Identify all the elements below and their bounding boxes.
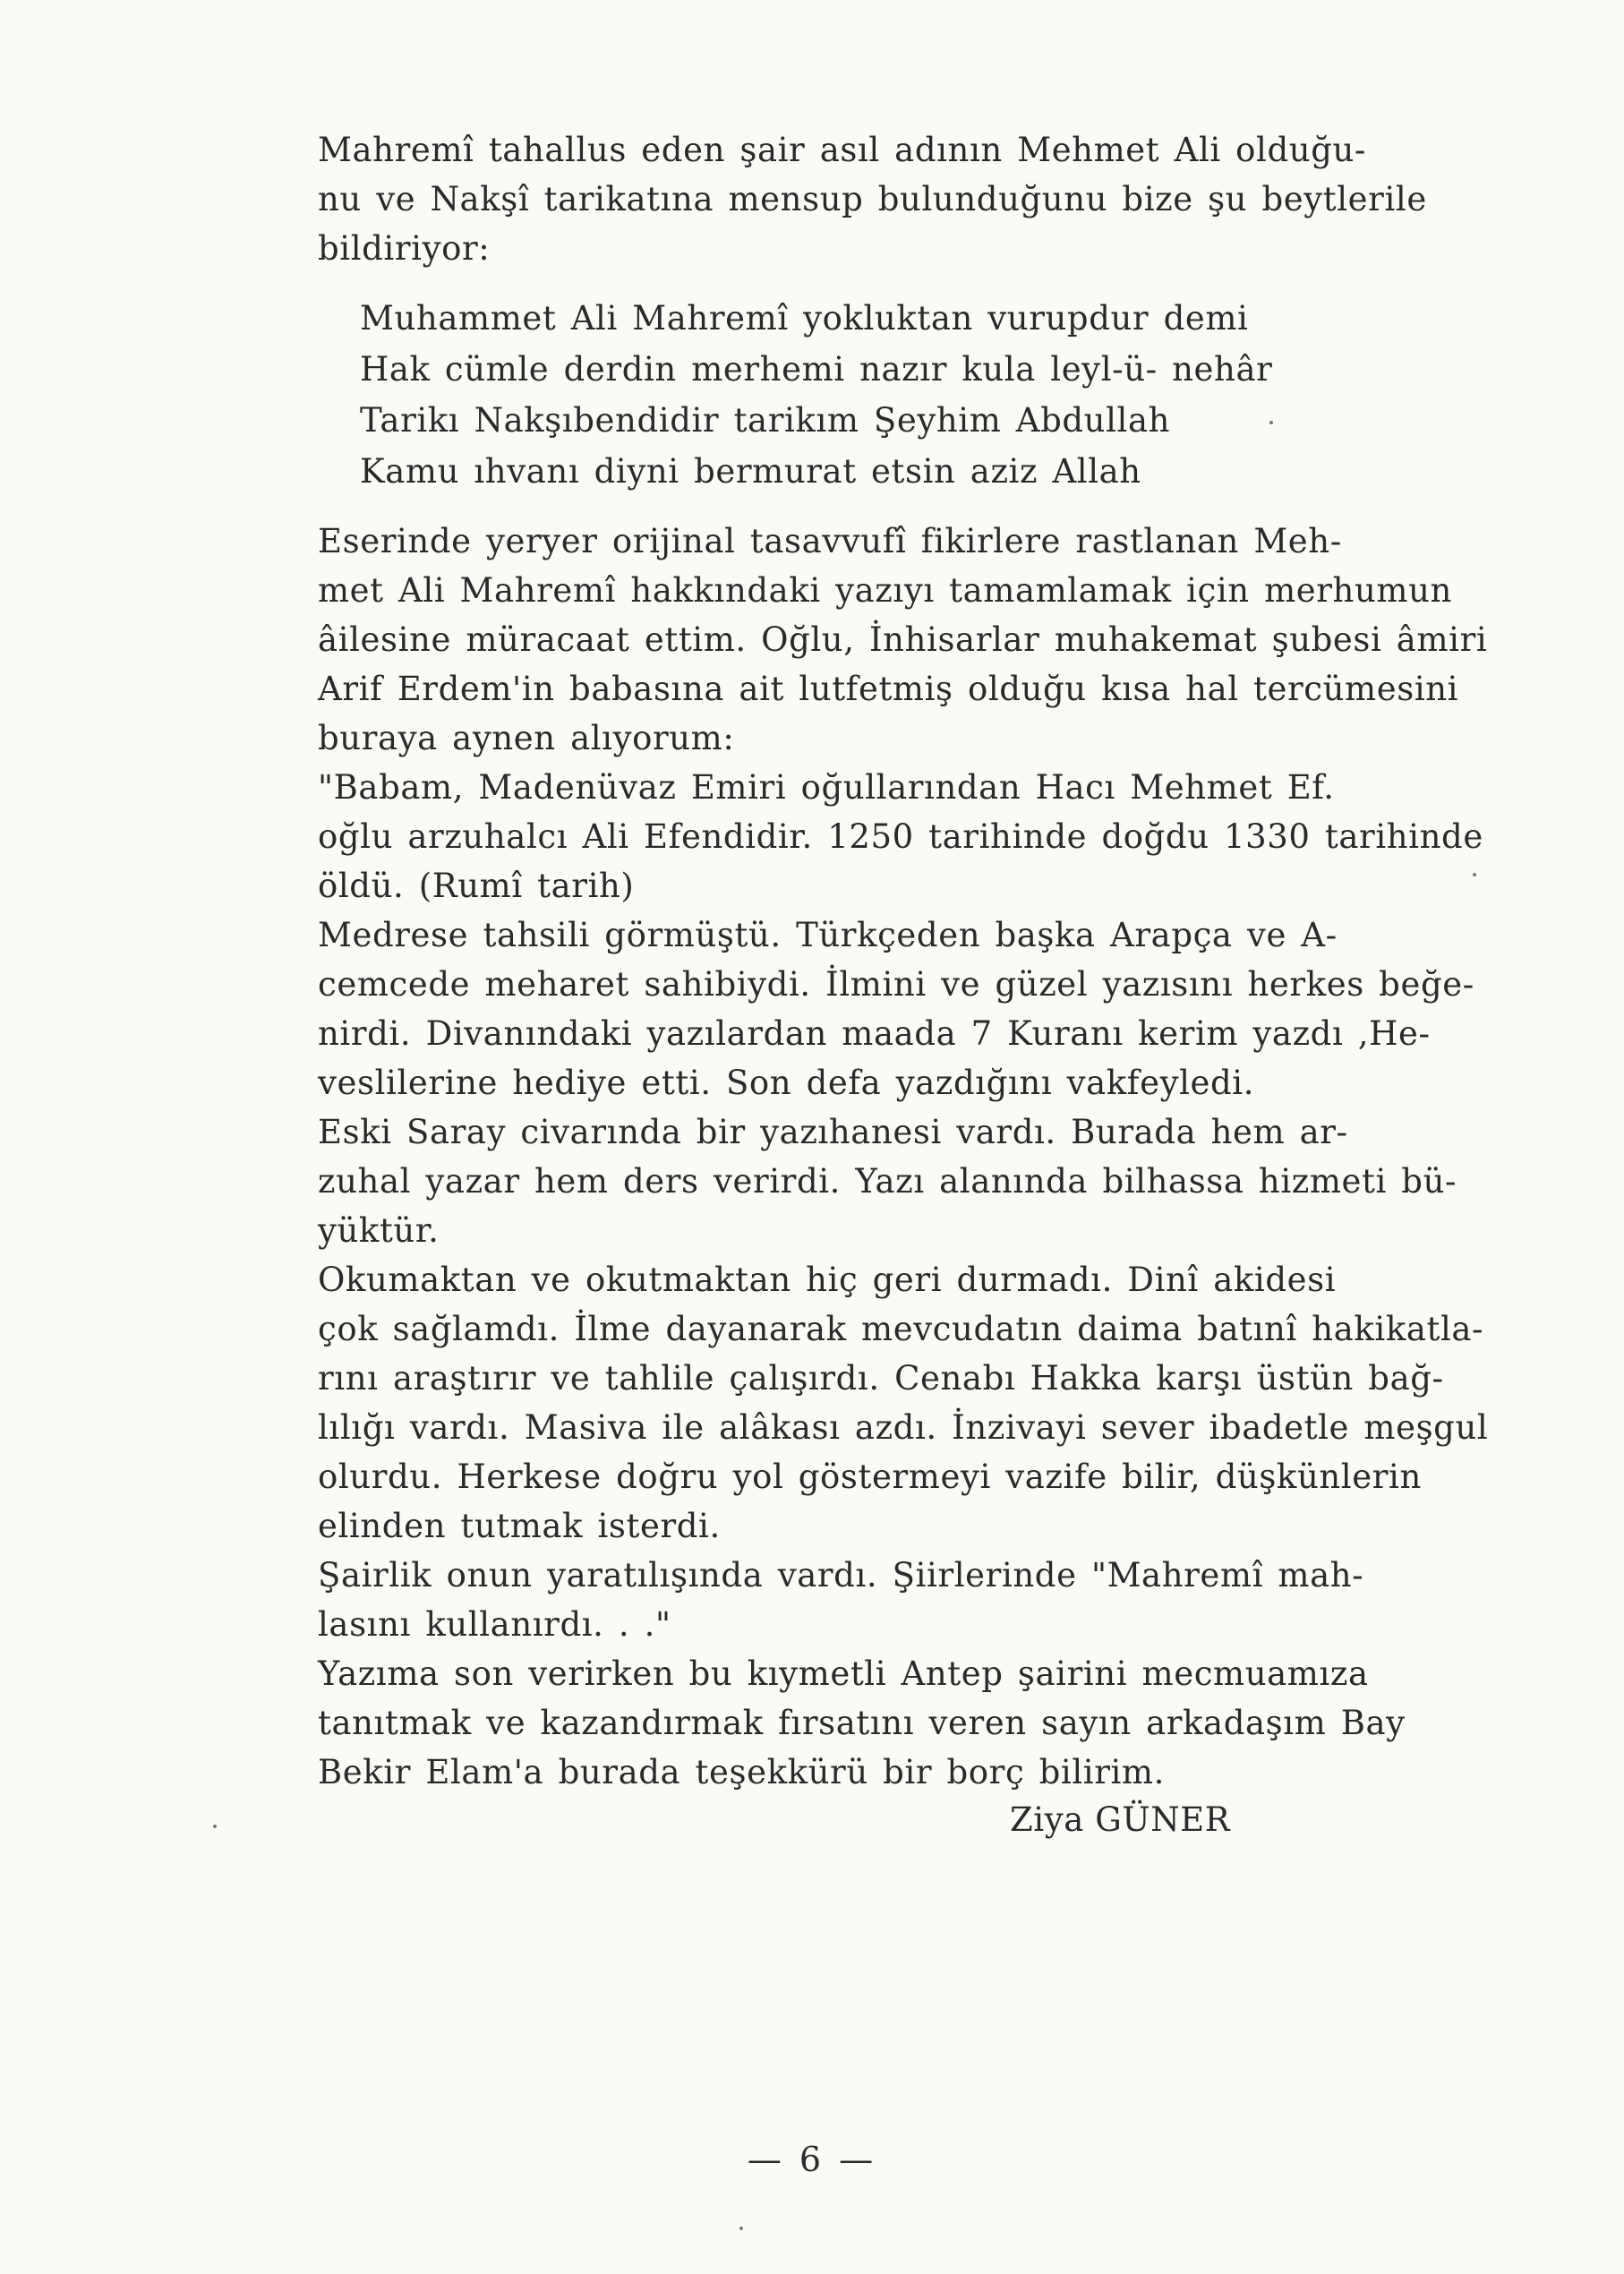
text-line: yüktür.	[318, 1211, 440, 1250]
text-line: Mahremî tahallus eden şair asıl adının Mehmet Ali olduğu-	[318, 131, 1367, 169]
intro-paragraph	[190, 125, 1443, 273]
verse-line: Kamu ıhvanı diyni bermurat etsin aziz Allah	[360, 452, 1141, 491]
text-line: Arif Erdem'in babasına ait lutfetmiş olduğu kısa hal tercümesini	[318, 670, 1459, 708]
text-line: rını araştırır ve tahlile çalışırdı. Cenabı Hakka karşı üstün bağ-	[318, 1359, 1444, 1398]
text-line: "Babam, Madenüvaz Emiri oğullarından Hacı Mehmet Ef.	[318, 768, 1335, 807]
author-signature: Ziya GÜNER	[1010, 1800, 1231, 1839]
text-line: zuhal yazar hem ders verirdi. Yazı alanında bilhassa hizmeti bü-	[318, 1162, 1457, 1201]
verse-block	[360, 293, 1443, 497]
text-line: çok sağlamdı. İlme dayanarak mevcudatın daima batınî hakikatla-	[318, 1310, 1484, 1348]
text-line: Medrese tahsili görmüştü. Türkçeden başka Arapça ve A-	[318, 916, 1338, 954]
scan-speck	[1473, 873, 1476, 876]
text-line: Yazıma son verirken bu kıymetli Antep şairini mecmuamıza	[318, 1654, 1369, 1693]
text-line: nirdi. Divanındaki yazılardan maada 7 Kuranı kerim yazdı ,He-	[318, 1014, 1431, 1053]
text-line: nu ve Nakşî tarikatına mensup bulunduğunu bize şu beytlerile	[318, 180, 1427, 218]
text-line: âilesine müracaat ettim. Oğlu, İnhisarlar muhakemat şubesi âmiri	[318, 620, 1488, 659]
text-line: cemcede meharet sahibiydi. İlmini ve güzel yazısını herkes beğe-	[318, 965, 1474, 1004]
text-line: olurdu. Herkese doğru yol göstermeyi vazife bilir, düşkünlerin	[318, 1458, 1422, 1496]
text-line: buraya aynen alıyorum:	[318, 719, 735, 757]
paragraph-thanks	[190, 1649, 1443, 1797]
paragraph-faith	[190, 1255, 1489, 1551]
scan-speck	[1269, 421, 1273, 424]
text-line: elinden tutmak isterdi.	[318, 1507, 721, 1545]
text-line: öldü. (Rumî tarih)	[318, 867, 635, 905]
text-line: Bekir Elam'a burada teşekkürü bir borç bilirim.	[318, 1753, 1165, 1791]
paragraph-education	[190, 910, 1474, 1107]
paragraph-request	[190, 517, 1488, 763]
paragraph-office	[190, 1107, 1457, 1255]
text-line: lılığı vardı. Masiva ile alâkası azdı. İnzivayi sever ibadetle meşgul	[318, 1408, 1489, 1447]
text-line: tanıtmak ve kazandırmak fırsatını veren sayın arkadaşım Bay	[318, 1704, 1406, 1742]
text-line: Okumaktan ve okutmaktan hiç geri durmadı. Dinî akidesi	[318, 1261, 1337, 1299]
paragraph-biography-intro	[190, 763, 1483, 910]
document-page	[190, 125, 1489, 1797]
verse-line: Hak cümle derdin merhemi nazır kula leyl-ü- nehâr	[360, 350, 1273, 389]
text-line: Eserinde yeryer orijinal tasavvufî fikirlere rastlanan Meh-	[318, 522, 1342, 560]
text-line: Şairlik onun yaratılışında vardı. Şiirlerinde "Mahremî mah-	[318, 1556, 1364, 1594]
page-number: — 6 —	[747, 2140, 877, 2179]
text-line: met Ali Mahremî hakkındaki yazıyı tamamlamak için merhumun	[318, 571, 1452, 610]
scan-speck	[739, 2227, 743, 2230]
text-line: lasını kullanırdı. . ."	[318, 1605, 671, 1644]
paragraph-poetry	[190, 1551, 1443, 1649]
verse-line: Muhammet Ali Mahremî yokluktan vurupdur demi	[360, 299, 1249, 338]
text-line: veslilerine hediye etti. Son defa yazdığını vakfeyledi.	[318, 1064, 1255, 1102]
text-line: oğlu arzuhalcı Ali Efendidir. 1250 tarihinde doğdu 1330 tarihinde	[318, 817, 1483, 856]
text-line: bildiriyor:	[318, 229, 491, 268]
text-line: Eski Saray civarında bir yazıhanesi vardı. Burada hem ar-	[318, 1113, 1348, 1151]
scan-speck	[213, 1825, 217, 1828]
verse-line: Tarikı Nakşıbendidir tarikım Şeyhim Abdullah	[360, 401, 1171, 440]
